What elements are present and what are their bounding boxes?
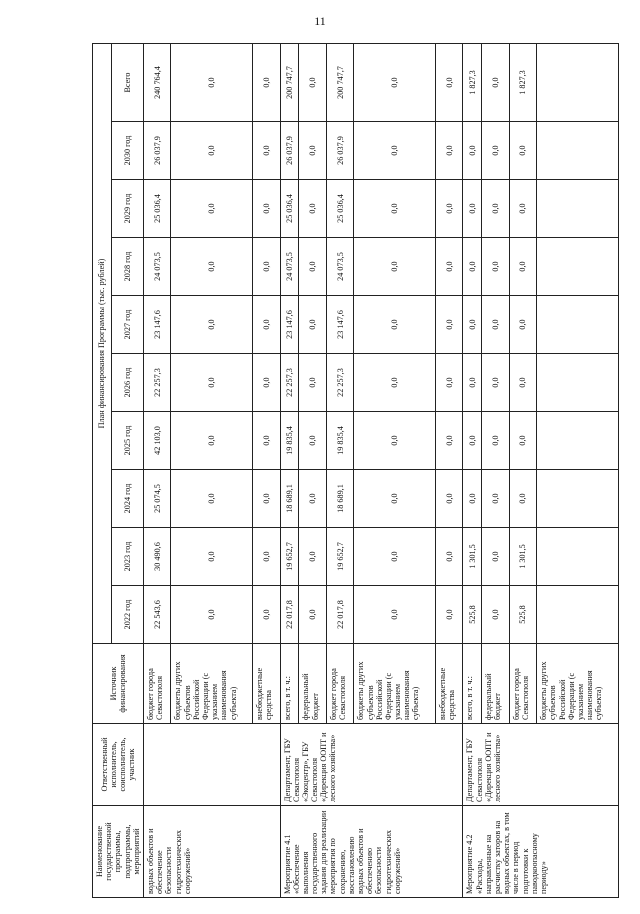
year-value-cell: 25 074,5	[143, 470, 171, 528]
total-value-cell: 1 827,3	[509, 44, 537, 122]
year-value-cell	[537, 586, 619, 644]
header-plan-title: План финансирования Программы (тыс. рублей)	[93, 44, 112, 644]
year-value-cell: 22 257,3	[143, 354, 171, 412]
year-value-cell: 0,0	[354, 296, 436, 354]
year-value-cell: 22 257,3	[326, 354, 354, 412]
year-value-cell: 0,0	[354, 180, 436, 238]
funding-source-cell: бюджет города Севастополя	[143, 644, 171, 724]
year-value-cell	[537, 180, 619, 238]
header-year: 2030 год	[112, 122, 144, 180]
year-value-cell: 22 257,3	[280, 354, 299, 412]
funding-source-cell: внебюджетные средства	[253, 644, 281, 724]
year-value-cell	[537, 122, 619, 180]
year-value-cell: 0,0	[253, 354, 281, 412]
total-value-cell	[537, 44, 619, 122]
funding-source-cell: бюджеты других субъектов Российской Федерации (с указанием наименования субъекта)	[354, 644, 436, 724]
funding-source-cell: бюджеты других субъектов Российской Федерации (с указанием наименования субъекта)	[171, 644, 253, 724]
measure-name-cell: Мероприятие 4.2 «Расходы, направленные на расчистку заторов на водных объектах, в том числе в период подготовки к паводкоопасному периоду»	[463, 806, 619, 898]
year-value-cell: 0,0	[253, 586, 281, 644]
year-value-cell: 0,0	[354, 528, 436, 586]
header-source: Источник финансирования	[93, 644, 144, 724]
year-value-cell: 0,0	[435, 528, 463, 586]
year-value-cell: 0,0	[354, 586, 436, 644]
table-body	[143, 44, 618, 898]
year-value-cell: 0,0	[482, 586, 510, 644]
year-value-cell: 1 301,5	[509, 528, 537, 586]
table-row	[143, 44, 171, 898]
total-value-cell: 0,0	[435, 44, 463, 122]
year-value-cell: 0,0	[299, 296, 327, 354]
year-value-cell: 0,0	[509, 238, 537, 296]
year-value-cell: 0,0	[171, 470, 253, 528]
year-value-cell: 0,0	[482, 122, 510, 180]
year-value-cell: 0,0	[253, 122, 281, 180]
year-value-cell: 0,0	[509, 122, 537, 180]
total-value-cell: 0,0	[171, 44, 253, 122]
year-value-cell: 19 835,4	[326, 412, 354, 470]
year-value-cell: 0,0	[299, 412, 327, 470]
year-value-cell: 0,0	[354, 412, 436, 470]
year-value-cell: 0,0	[509, 296, 537, 354]
financing-table	[92, 43, 619, 898]
year-value-cell: 0,0	[171, 528, 253, 586]
year-value-cell: 26 037,9	[326, 122, 354, 180]
year-value-cell: 0,0	[171, 412, 253, 470]
year-value-cell: 0,0	[253, 296, 281, 354]
year-value-cell: 0,0	[482, 180, 510, 238]
year-value-cell: 1 301,5	[463, 528, 482, 586]
year-value-cell: 24 073,5	[280, 238, 299, 296]
year-value-cell: 0,0	[435, 122, 463, 180]
year-value-cell: 0,0	[299, 238, 327, 296]
year-value-cell: 0,0	[171, 180, 253, 238]
year-value-cell: 0,0	[354, 238, 436, 296]
rotated-table-wrapper	[92, 44, 616, 898]
year-value-cell: 0,0	[509, 354, 537, 412]
year-value-cell: 0,0	[482, 238, 510, 296]
year-value-cell	[537, 238, 619, 296]
year-value-cell: 0,0	[354, 122, 436, 180]
landscape-content	[92, 44, 616, 898]
year-value-cell: 0,0	[509, 180, 537, 238]
header-year: 2022 год	[112, 586, 144, 644]
year-value-cell: 525,8	[509, 586, 537, 644]
year-value-cell: 0,0	[299, 528, 327, 586]
header-name: Наименование государственной программы, подпрограммы, мероприятий	[93, 806, 144, 898]
year-value-cell: 0,0	[171, 238, 253, 296]
year-value-cell: 0,0	[509, 470, 537, 528]
year-value-cell: 0,0	[435, 238, 463, 296]
year-value-cell: 0,0	[435, 354, 463, 412]
year-value-cell: 0,0	[435, 470, 463, 528]
total-value-cell: 1 827,3	[463, 44, 482, 122]
year-value-cell: 24 073,5	[326, 238, 354, 296]
header-responsible: Ответственный исполнитель, соисполнитель, участник	[93, 724, 144, 806]
year-value-cell: 0,0	[482, 412, 510, 470]
year-value-cell: 0,0	[463, 238, 482, 296]
year-value-cell	[537, 354, 619, 412]
funding-source-cell: всего, в т. ч.:	[463, 644, 482, 724]
year-value-cell: 0,0	[171, 296, 253, 354]
year-value-cell: 0,0	[463, 296, 482, 354]
year-value-cell: 25 036,4	[326, 180, 354, 238]
total-value-cell: 0,0	[253, 44, 281, 122]
header-total: Всего	[112, 44, 144, 122]
year-value-cell: 0,0	[463, 122, 482, 180]
year-value-cell: 19 835,4	[280, 412, 299, 470]
year-value-cell	[537, 528, 619, 586]
year-value-cell: 525,8	[463, 586, 482, 644]
responsible-cell	[143, 724, 280, 806]
year-value-cell: 22 017,8	[280, 586, 299, 644]
year-value-cell: 25 036,4	[280, 180, 299, 238]
year-value-cell: 19 652,7	[280, 528, 299, 586]
year-value-cell: 0,0	[253, 528, 281, 586]
year-value-cell: 0,0	[435, 586, 463, 644]
header-year: 2028 год	[112, 238, 144, 296]
year-value-cell: 0,0	[299, 180, 327, 238]
table-row	[463, 44, 482, 898]
year-value-cell: 0,0	[253, 180, 281, 238]
year-value-cell: 24 073,5	[143, 238, 171, 296]
year-value-cell: 0,0	[299, 354, 327, 412]
year-value-cell: 0,0	[299, 586, 327, 644]
year-value-cell: 23 147,6	[280, 296, 299, 354]
page-number: 11	[314, 14, 326, 28]
year-value-cell: 22 543,6	[143, 586, 171, 644]
year-value-cell: 0,0	[509, 412, 537, 470]
total-value-cell: 200 747,7	[280, 44, 299, 122]
year-value-cell: 30 490,6	[143, 528, 171, 586]
year-value-cell: 0,0	[482, 354, 510, 412]
year-value-cell: 0,0	[171, 586, 253, 644]
measure-name-cell: Мероприятие 4.1 «Обеспечение выполнения государственного задания для реализации мероприятия по сохранению, восстановлению водных объектов и обеспечению безопасности гидротехнических сооружений»	[280, 806, 463, 898]
year-value-cell: 0,0	[463, 412, 482, 470]
header-year: 2025 год	[112, 412, 144, 470]
year-value-cell: 26 037,9	[143, 122, 171, 180]
funding-source-cell: бюджет города Севастополя	[326, 644, 354, 724]
year-value-cell: 0,0	[482, 528, 510, 586]
year-value-cell	[537, 412, 619, 470]
year-value-cell: 0,0	[354, 470, 436, 528]
year-value-cell: 18 689,1	[280, 470, 299, 528]
year-value-cell: 0,0	[171, 122, 253, 180]
header-year: 2023 год	[112, 528, 144, 586]
year-value-cell: 25 036,4	[143, 180, 171, 238]
funding-source-cell: всего, в т. ч.:	[280, 644, 299, 724]
year-value-cell: 18 689,1	[326, 470, 354, 528]
responsible-cell: Департамент, ГБУ Севастополя «Экоцентр», ГБУ Севастополя «Дирекция ООПТ и лесного хозяйства»	[280, 724, 463, 806]
total-value-cell: 0,0	[354, 44, 436, 122]
header-year: 2024 год	[112, 470, 144, 528]
header-year: 2027 год	[112, 296, 144, 354]
year-value-cell: 0,0	[253, 412, 281, 470]
funding-source-cell: бюджет города Севастополя	[509, 644, 537, 724]
year-value-cell: 0,0	[435, 180, 463, 238]
year-value-cell: 0,0	[299, 470, 327, 528]
year-value-cell	[537, 470, 619, 528]
year-value-cell: 0,0	[435, 296, 463, 354]
funding-source-cell: бюджеты других субъектов Российской Федерации (с указанием наименования субъекта)	[537, 644, 619, 724]
header-year: 2026 год	[112, 354, 144, 412]
total-value-cell: 200 747,7	[326, 44, 354, 122]
year-value-cell: 42 103,0	[143, 412, 171, 470]
measure-name-cell: водных объектов и обеспечение безопасности гидротехнических сооружений»	[143, 806, 280, 898]
year-value-cell: 0,0	[482, 296, 510, 354]
year-value-cell: 0,0	[354, 354, 436, 412]
year-value-cell	[537, 296, 619, 354]
year-value-cell: 22 017,8	[326, 586, 354, 644]
year-value-cell: 26 037,9	[280, 122, 299, 180]
year-value-cell: 0,0	[482, 470, 510, 528]
year-value-cell: 19 652,7	[326, 528, 354, 586]
total-value-cell: 0,0	[482, 44, 510, 122]
total-value-cell: 240 764,4	[143, 44, 171, 122]
responsible-cell: Департамент, ГБУ Севастополя «Дирекция ООПТ и лесного хозяйства»	[463, 724, 619, 806]
funding-source-cell: внебюджетные средства	[435, 644, 463, 724]
year-value-cell: 0,0	[171, 354, 253, 412]
year-value-cell: 23 147,6	[143, 296, 171, 354]
header-year: 2029 год	[112, 180, 144, 238]
total-value-cell: 0,0	[299, 44, 327, 122]
year-value-cell: 0,0	[463, 354, 482, 412]
year-value-cell: 0,0	[463, 470, 482, 528]
table-row	[280, 44, 299, 898]
year-value-cell: 23 147,6	[326, 296, 354, 354]
funding-source-cell: федеральный бюджет	[299, 644, 327, 724]
funding-source-cell: федеральный бюджет	[482, 644, 510, 724]
year-value-cell: 0,0	[253, 238, 281, 296]
year-value-cell: 0,0	[435, 412, 463, 470]
year-value-cell: 0,0	[463, 180, 482, 238]
year-value-cell: 0,0	[299, 122, 327, 180]
year-value-cell: 0,0	[253, 470, 281, 528]
